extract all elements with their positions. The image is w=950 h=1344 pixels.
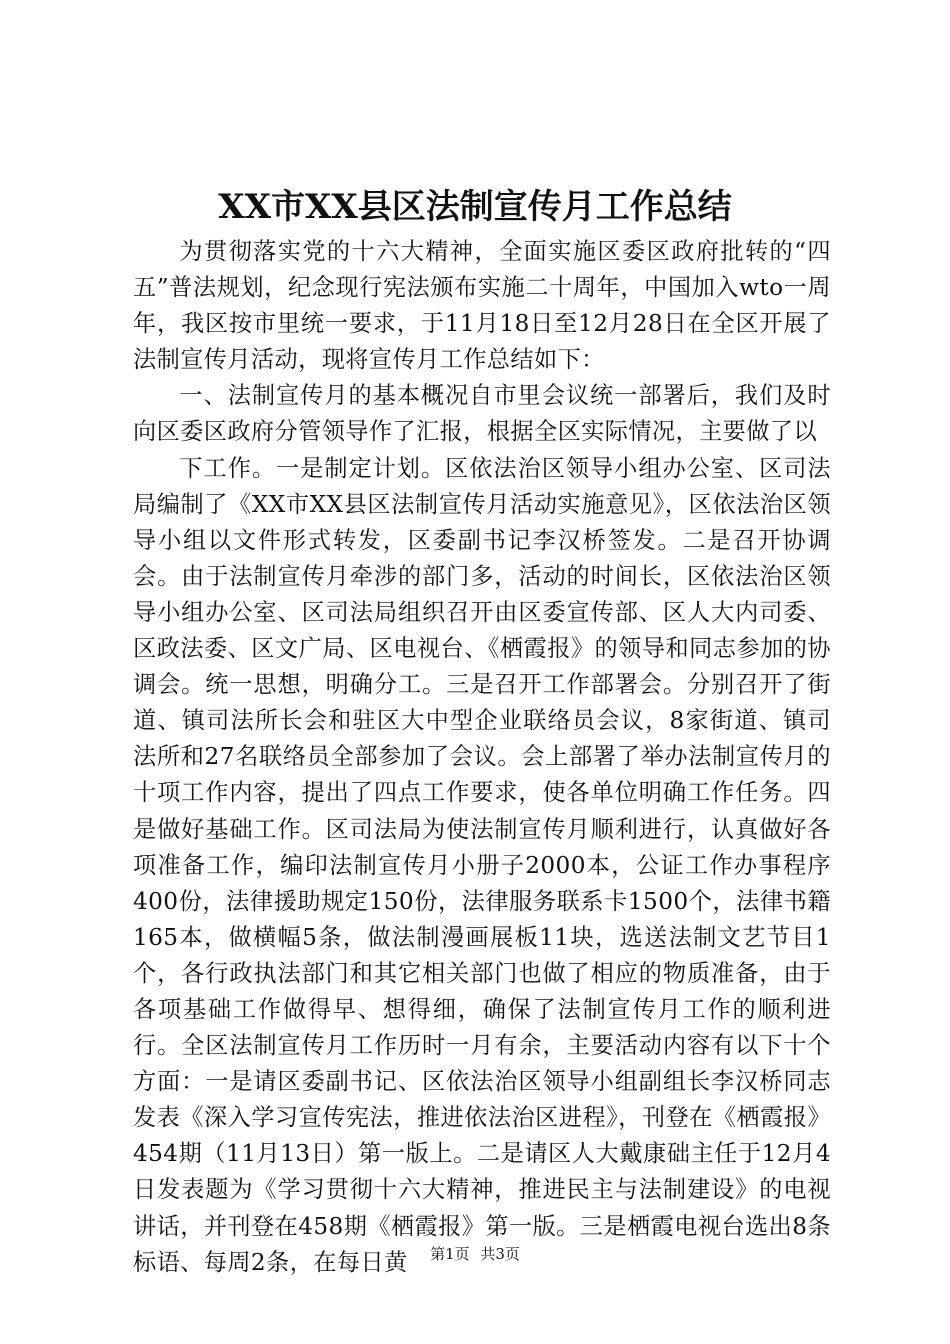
page-footer: [0, 1243, 950, 1265]
page-total: 共3页: [480, 1245, 520, 1263]
paragraph-intro: 为贯彻落实党的十六大精神，全面实施区委区政府批转的“四五”普法规划，纪念现行宪法颁布实施二十周年，中国加入wto一周年，我区按市里统一要求，于11月18日至12月28日在全区开展了法制宣传月活动，现将宣传月工作总结如下：: [133, 238, 831, 374]
page-number: 第1页: [430, 1245, 470, 1263]
document-title: XX市XX县区法制宣传月工作总结: [218, 187, 732, 227]
document-body: [133, 234, 831, 1281]
paragraph-work-details: 下工作。一是制定计划。区依法治区领导小组办公室、区司法局编制了《XX市XX县区法制宣传月活动实施意见》，区依法治区领导小组以文件形式转发，区委副书记李汉桥签发。二是召开协调会。由于法制宣传月牵涉的部门多，活动的时间长，区依法治区领导小组办公室、区司法局组织召开由区委宣传部、区人大内司委、区政法委、区文广局、区电视台、《栖霞报》的领导和同志参加的协调会。统一思想，明确分工。三是召开工作部署会。分别召开了街道、镇司法所长会和驻区大中型企业联络员会议，8家街道、镇司法所和27名联络员全部参加了会议。会上部署了举办法制宣传月的十项工作内容，提出了四点工作要求，使各单位明确工作任务。四是做好基础工作。区司法局为使法制宣传月顺利进行，认真做好各项准备工作，编印法制宣传月小册子2000本，公证工作办事程序400份，法律援助规定150份，法律服务联系卡1500个，法律书籍165本，做横幅5条，做法制漫画展板11块，选送法制文艺节目1个，各行政执法部门和其它相关部门也做了相应的物质准备，由于各项基础工作做得早、想得细，确保了法制宣传月工作的顺利进行。全区法制宣传月工作历时一月有余，主要活动内容有以下十个方面：一是请区委副书记、区依法治区领导小组副组长李汉桥同志发表《深入学习宣传宪法，推进依法治区进程》，刊登在《栖霞报》454期（11月13日）第一版上。二是请区人大戴康础主任于12月4日发表题为《学习贯彻十六大精神，推进民主与法制建设》的电视讲话，并刊登在458期《栖霞报》第一版。三是栖霞电视台选出8条标语、每周2条，在每日黄: [133, 454, 831, 1276]
paragraph-section-one: 一、法制宣传月的基本概况自市里会议统一部署后，我们及时向区委区政府分管领导作了汇报，根据全区实际情况，主要做了以: [133, 382, 831, 446]
